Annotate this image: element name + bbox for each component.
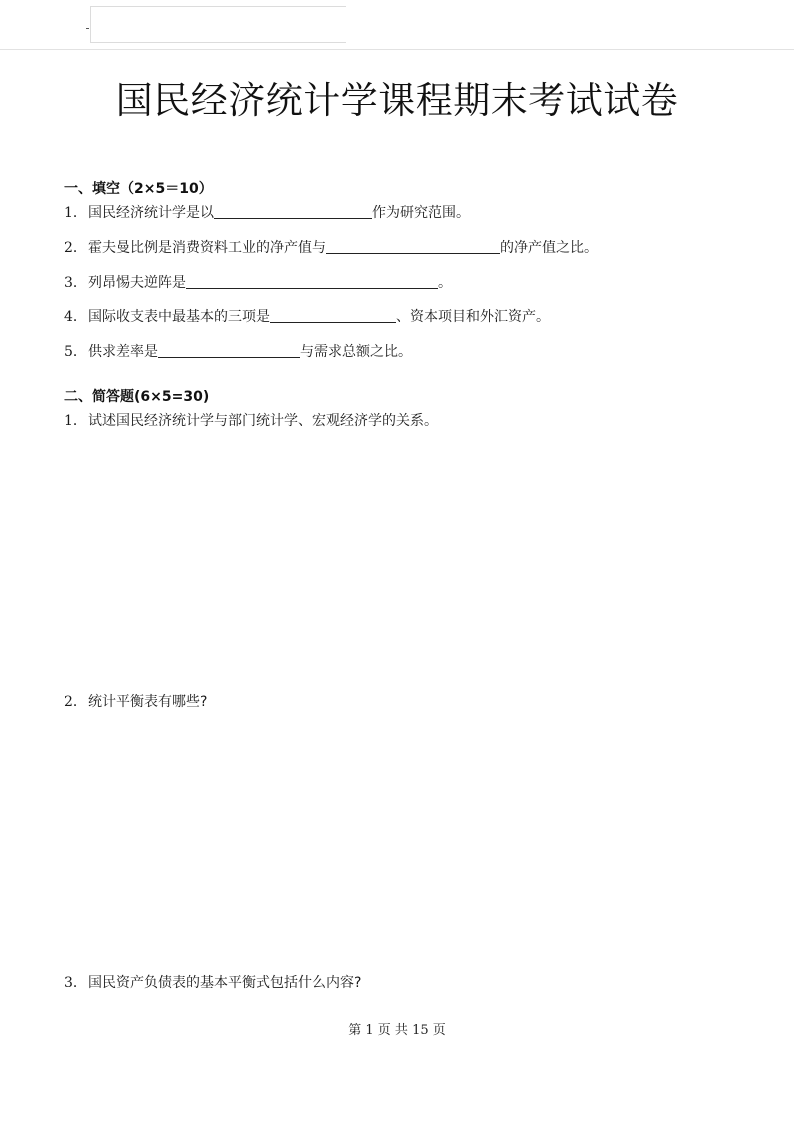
footer-total-pages: 15	[412, 1023, 429, 1038]
question-text-after: 作为研究范围。	[372, 205, 470, 221]
footer-suffix: 页	[432, 1023, 446, 1038]
short-answer-question-1	[64, 410, 438, 430]
question-number: 1．	[64, 205, 87, 221]
question-text: 国民资产负债表的基本平衡式包括什么内容?	[88, 975, 362, 991]
header-band	[0, 0, 794, 50]
question-text-after: 的净产值之比。	[500, 240, 598, 256]
question-number: 3．	[64, 275, 87, 291]
question-number: 1．	[64, 413, 87, 429]
answer-blank[interactable]	[186, 274, 438, 289]
fill-question-1	[64, 202, 470, 222]
question-number: 5．	[64, 344, 87, 360]
question-text-before: 国民经济统计学是以	[88, 205, 214, 221]
answer-blank[interactable]	[326, 239, 500, 254]
question-text-before: 霍夫曼比例是消费资料工业的净产值与	[88, 240, 326, 256]
question-text-before: 国际收支表中最基本的三项是	[88, 309, 270, 325]
section2-heading: 二、简答题(6×5=30)	[64, 389, 210, 405]
answer-blank[interactable]	[158, 343, 300, 358]
question-number: 2．	[64, 240, 87, 256]
question-text-before: 供求差率是	[88, 344, 158, 360]
header-box	[90, 6, 346, 43]
answer-blank[interactable]	[270, 308, 396, 323]
footer-page-number: 1	[365, 1023, 374, 1038]
question-text-after: 与需求总额之比。	[300, 344, 412, 360]
header-marker	[86, 28, 89, 29]
short-answer-question-2	[64, 691, 207, 711]
fill-question-5	[64, 341, 412, 361]
section1-heading: 一、填空（2×5＝10）	[64, 181, 213, 197]
answer-blank[interactable]	[214, 204, 372, 219]
footer-middle: 页 共	[377, 1023, 408, 1038]
question-text: 试述国民经济统计学与部门统计学、宏观经济学的关系。	[88, 413, 438, 429]
short-answer-question-3	[64, 972, 361, 992]
fill-question-4	[64, 306, 550, 326]
question-text-before: 列昂惕夫逆阵是	[88, 275, 186, 291]
question-number: 4．	[64, 309, 87, 325]
fill-question-2	[64, 237, 598, 257]
question-text-after: 。	[438, 275, 452, 291]
page-title: 国民经济统计学课程期末考试试卷	[115, 79, 679, 122]
page-footer	[0, 1019, 794, 1038]
question-text: 统计平衡表有哪些?	[88, 694, 208, 710]
question-number: 2．	[64, 694, 87, 710]
footer-prefix: 第	[348, 1023, 362, 1038]
fill-question-3	[64, 272, 452, 292]
question-text-after: 、资本项目和外汇资产。	[396, 309, 550, 325]
question-number: 3．	[64, 975, 87, 991]
